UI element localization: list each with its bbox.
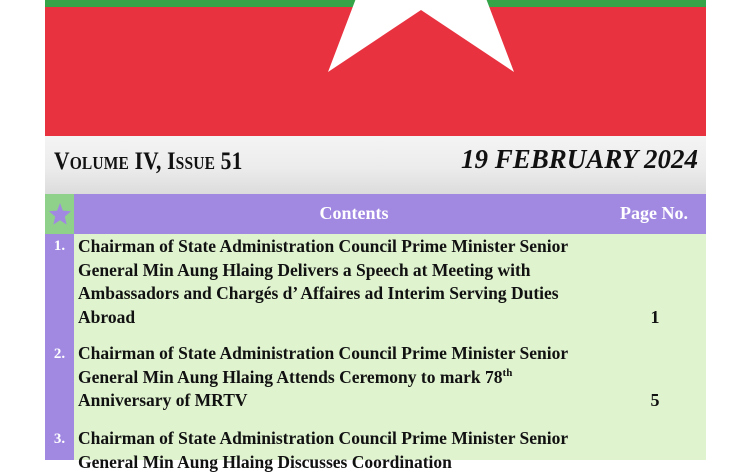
header-bar (74, 194, 706, 234)
toc-row-title[interactable]: Chairman of State Administration Council Prime Minister Senior General Min Aung Hlaing Delivers a Speech at Meeting with Ambassadors and Chargés d’ Affaires ad Interim Serving Duties Abroad (78, 236, 568, 327)
newsletter-page (45, 0, 706, 472)
toc-row-page: 5 (650, 390, 660, 410)
page-no-heading: Page No. (620, 203, 688, 223)
flag-star-icon (45, 0, 706, 136)
toc-row-title[interactable]: Chairman of State Administration Council Prime Minister Senior General Min Aung Hlaing Discusses Coordination (78, 428, 568, 472)
contents-table-header (45, 194, 706, 234)
flag-banner (45, 0, 706, 136)
volume-issue: Volume IV, Issue 51 (54, 148, 243, 175)
toc-row-number: 2. (53, 346, 66, 362)
toc-row-title-superscript: th (502, 366, 513, 379)
toc-row-title-text-end: Anniversary of MRTV (78, 390, 248, 411)
toc-row-number: 3. (53, 431, 66, 447)
contents-table (45, 194, 706, 472)
toc-row-page: 1 (650, 307, 660, 327)
issue-date: 19 FEBRUARY 2024 (460, 144, 698, 174)
contents-heading: Contents (319, 203, 389, 223)
toc-row-title[interactable] (78, 342, 598, 413)
masthead-band (45, 136, 706, 194)
toc-row-title-text: Chairman of State Administration Council Prime Minister Senior General Min Aung Hlaing Attends Ceremony to mark 78 (78, 343, 568, 387)
star-icon (45, 194, 74, 234)
toc-row-number: 1. (53, 238, 66, 254)
